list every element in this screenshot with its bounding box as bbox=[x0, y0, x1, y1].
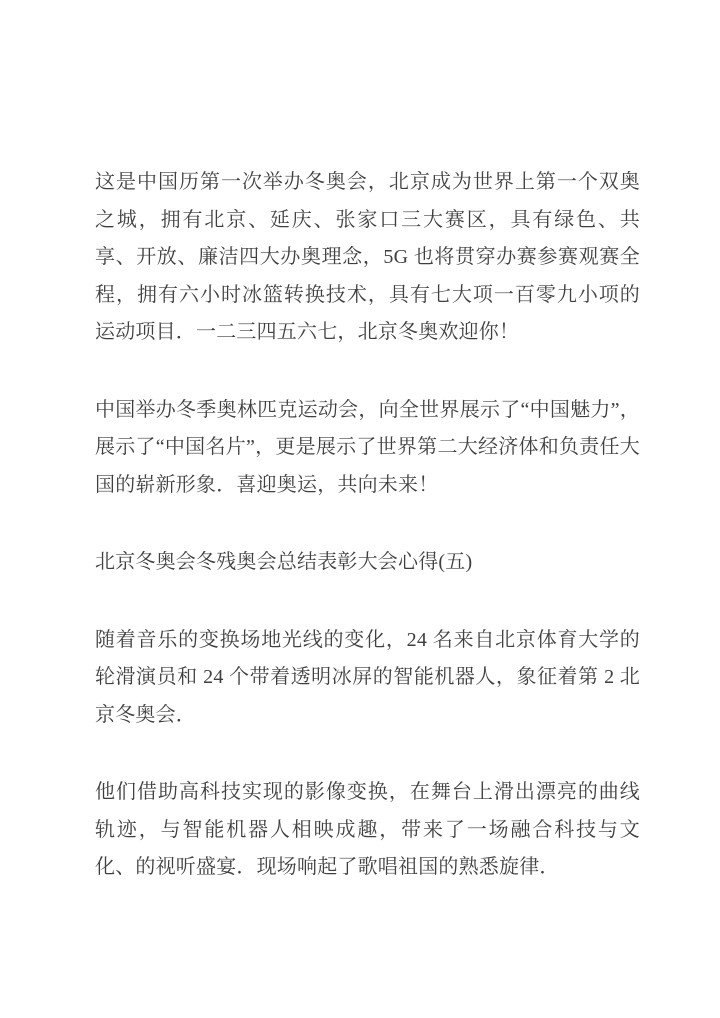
paragraph-tech-stage: 他们借助高科技实现的影像变换，在舞台上滑出漂亮的曲线轨迹，与智能机器人相映成趣，带来了一场融合科技与文化、的视听盛宴．现场响起了歌唱祖国的熟悉旋律． bbox=[95, 781, 640, 878]
paragraph-olympics-intro: 这是中国历第一次举办冬奥会，北京成为世界上第一个双奥之城，拥有北京、延庆、张家口三大赛区，具有绿色、共享、开放、廉洁四大办奥理念，5G 也将贯穿办赛参赛观赛全程，拥有六小时冰篮转换技术，具有七大项一百零九小项的运动项目．一二三四五六七，北京冬奥欢迎你！ bbox=[95, 171, 640, 343]
paragraph-china-charm: 中国举办冬季奥林匹克运动会，向全世界展示了“中国魅力”，展示了“中国名片”，更是展示了世界第二大经济体和负责任大国的崭新形象．喜迎奥运，共向未来！ bbox=[95, 398, 640, 496]
document-text-block bbox=[95, 164, 640, 887]
paragraph-skaters-robots: 随着音乐的变换场地光线的变化，24 名来自北京体育大学的轮滑演员和 24 个带着透明冰屏的智能机器人，象征着第 2 北京冬奥会． bbox=[95, 628, 640, 726]
section-heading-reflection-five: 北京冬奥会冬残奥会总结表彰大会心得(五) bbox=[95, 551, 473, 573]
